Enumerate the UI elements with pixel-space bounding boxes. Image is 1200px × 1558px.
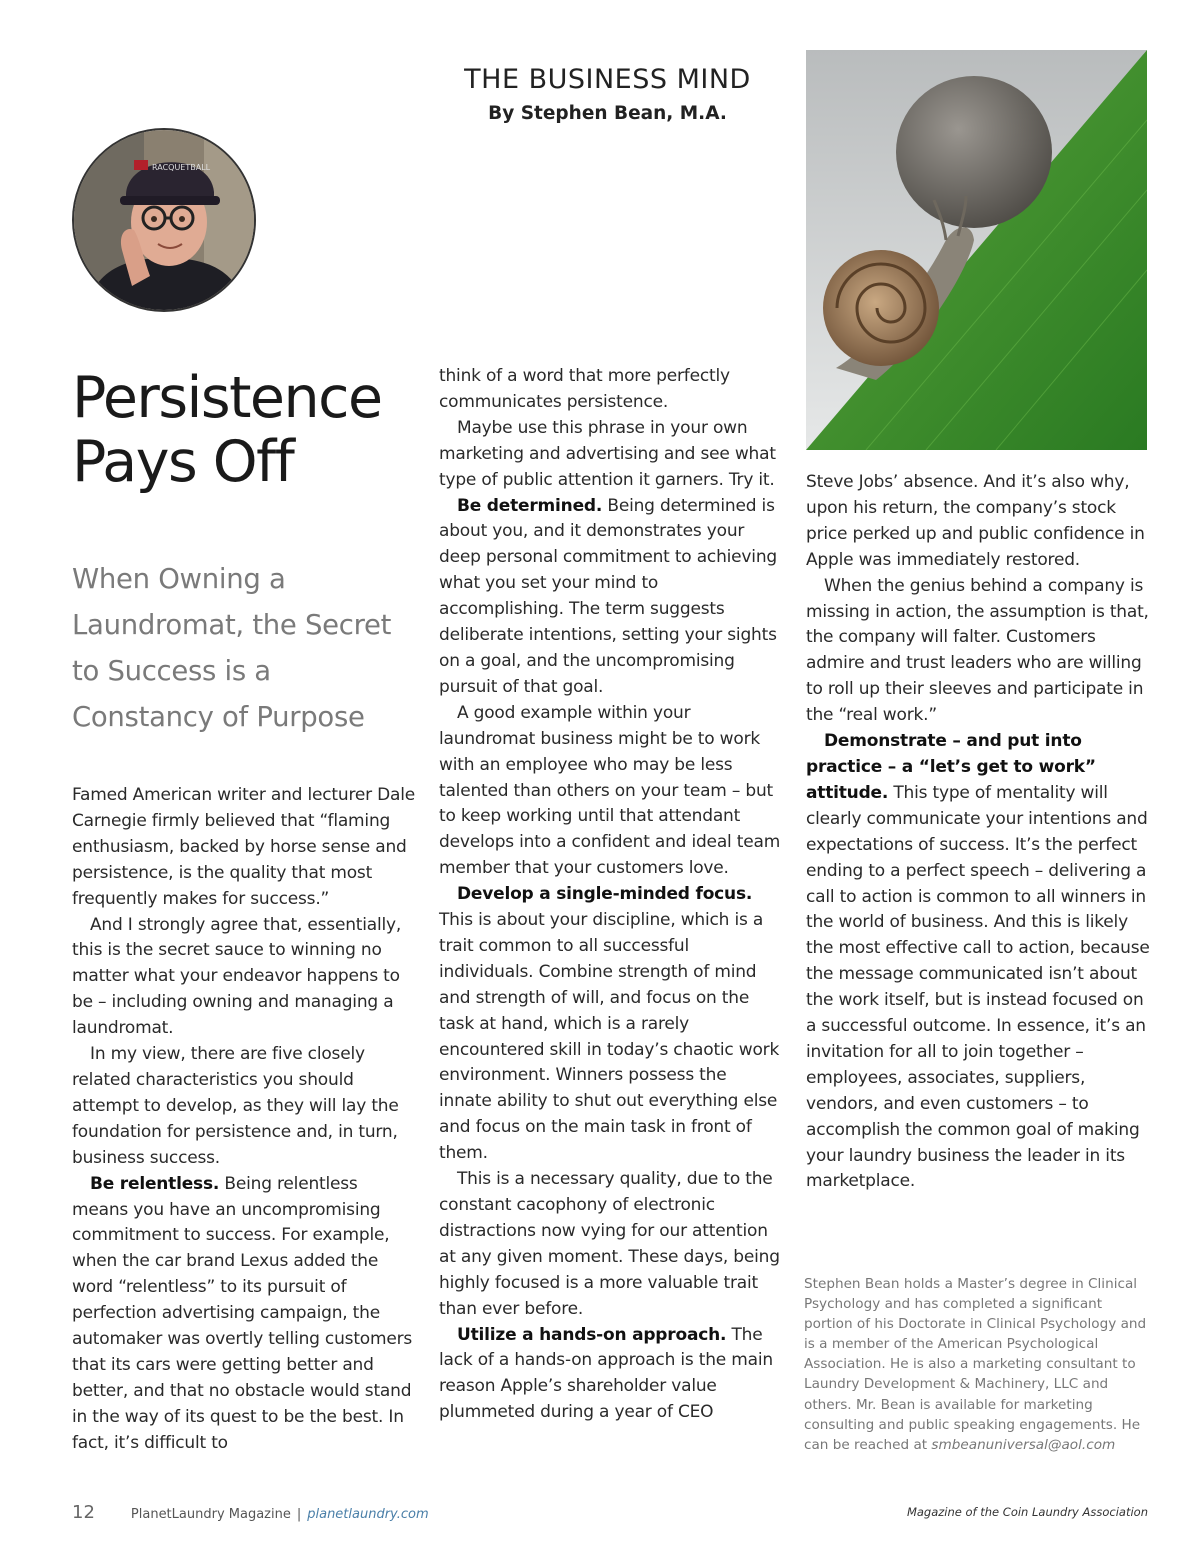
paragraph: This is a necessary quality, due to the constant cacophony of electronic distractions now vying for our attention at any given moment. These days, being highly focused is a more valuable trait than ever before. <box>439 1169 780 1319</box>
paragraph <box>806 729 1151 1195</box>
author-photo <box>72 128 256 312</box>
article-subheadline: When Owning a Laundromat, the Secret to Success is a Constancy of Purpose <box>72 563 392 733</box>
bio-text: Stephen Bean holds a Master’s degree in Clinical Psychology and has completed a significant portion of his Doctorate in Clinical Psychology and is a member of the American Psychological Association. He is also a marketing consultant to Laundry Development & Machinery, LLC and others. Mr. Bean is available for marketing consulting and public speaking engagements. He can be reached at <box>804 1276 1147 1453</box>
article-headline <box>72 366 422 494</box>
hero-illustration <box>806 50 1147 450</box>
footer-separator: | <box>296 1507 302 1522</box>
paragraph: Steve Jobs’ absence. And it’s also why, upon his return, the company’s stock price perked up and public confidence in Apple was immediately restored. <box>806 472 1145 570</box>
author-photo-illustration <box>74 130 256 312</box>
paragraph-text: This is about your discipline, which is a trait common to all successful individuals. Combine strength of mind and strength of will, and focus on the task at hand, which is a rarely encountered skill in today’s chaotic work environment. Winners possess the innate ability to shut out everything else and focus on the main task in front of them. <box>439 910 780 1164</box>
page-number: 12 <box>72 1502 95 1523</box>
paragraph <box>72 1172 417 1457</box>
paragraph-text: The lack of a hands-on approach is the main reason Apple’s shareholder value plummeted during a year of CEO <box>439 1324 773 1423</box>
body-column-2 <box>439 364 784 1426</box>
section-header <box>430 64 785 124</box>
snail-boulder-illustration <box>806 50 1147 450</box>
paragraph <box>439 882 784 1167</box>
section-title: THE BUSINESS MIND <box>464 64 751 95</box>
paragraph: Famed American writer and lecturer Dale Carnegie firmly believed that “flaming enthusiasm, backed by horse sense and persistence, is the quality that most frequently makes for success.” <box>72 785 415 909</box>
paragraph-text: This type of mentality will clearly communicate your intentions and expectations of success. It’s the perfect ending to a perfect speech – delivering a call to action is common to all winners in the world of business. And this is likely the most effective call to action, because the message communicated isn’t about the work itself, but is instead focused on a successful outcome. In essence, it’s an invitation for all to join together – employees, associates, suppliers, vendors, and even customers – to accomplish the common goal of making your laundry business the leader in its marketplace. <box>806 782 1150 1192</box>
magazine-name: PlanetLaundry Magazine <box>130 1507 291 1522</box>
footer-association: Magazine of the Coin Laundry Association <box>906 1505 1148 1519</box>
website-link[interactable]: planetlaundry.com <box>307 1507 429 1522</box>
subhead-inline: Be relentless. <box>90 1173 220 1194</box>
body-column-1 <box>72 783 417 1457</box>
subhead-inline: Be determined. <box>457 495 603 516</box>
author-bio <box>804 1274 1154 1455</box>
paragraph-text: Being determined is about you, and it demonstrates your deep personal commitment to achieving what you set your mind to accomplishing. The term suggests deliberate intentions, setting your sights on a goal, and the uncompromising pursuit of that goal. <box>439 495 777 697</box>
body-column-3 <box>806 470 1151 1195</box>
paragraph <box>439 1323 784 1427</box>
paragraph: When the genius behind a company is missing in action, the assumption is that, the company will falter. Customers admire and trust leaders who are willing to roll up their sleeves and participate in the “real work.” <box>806 575 1149 726</box>
headline-line-1: Persistence <box>72 365 382 431</box>
paragraph: A good example within your laundromat business might be to work with an employee who may be less talented than others on your team – but to keep working until that attendant develops into a confident and ideal team member that your customers love. <box>439 702 781 879</box>
headline-line-2: Pays Off <box>72 429 294 495</box>
subhead-inline: Develop a single-minded focus. <box>457 884 753 905</box>
paragraph-text: Being relentless means you have an uncompromising commitment to success. For example, when the car brand Lexus added the word “relentless” to its pursuit of perfection advertising campaign, the automaker was overtly telling customers that its cars were getting better and better, and that no obstacle would stand in the way of its quest to be the best. In fact, it’s difficult to <box>72 1173 413 1453</box>
byline: By Stephen Bean, M.A. <box>488 103 727 124</box>
paragraph: Maybe use this phrase in your own marketing and advertising and see what type of public attention it garners. Try it. <box>439 417 776 490</box>
paragraph: think of a word that more perfectly communicates persistence. <box>439 366 730 412</box>
subhead-inline: Demonstrate – and put into practice – a “let’s get to work” attitude. <box>806 731 1096 803</box>
author-email-link[interactable]: smbeanuniversal@aol.com <box>931 1436 1116 1453</box>
footer-left <box>72 1502 429 1523</box>
paragraph <box>439 494 784 701</box>
paragraph: In my view, there are five closely related characteristics you should attempt to develop, as they will lay the foundation for persistence and, in turn, business success. <box>72 1044 399 1168</box>
subhead-inline: Utilize a hands-on approach. <box>457 1324 727 1345</box>
cap-lettering: RACQUETBALL <box>152 163 211 172</box>
paragraph: And I strongly agree that, essentially, this is the secret sauce to winning no matter what your endeavor happens to be – including owning and managing a laundromat. <box>72 914 402 1039</box>
